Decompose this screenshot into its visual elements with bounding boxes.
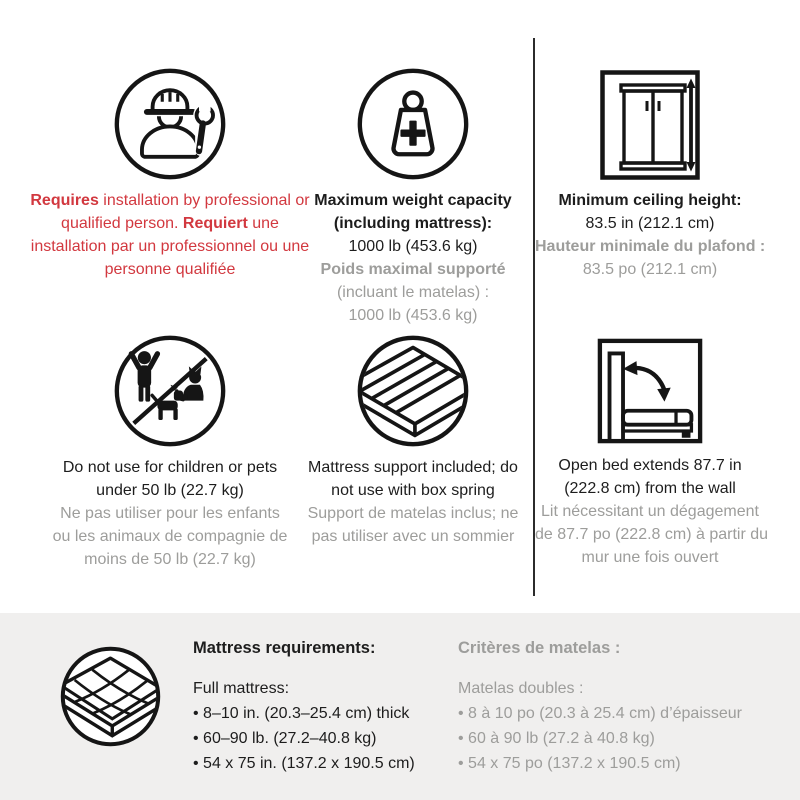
text-segment: Requiert	[182, 215, 248, 232]
text-line: Full mattress:	[193, 680, 290, 697]
worker-wrench-icon	[25, 66, 315, 182]
text-line: Ne pas utiliser pour les enfants	[60, 505, 280, 522]
text-line: not use with box spring	[331, 482, 495, 499]
text-line: Mattress support included; do	[308, 459, 518, 476]
no-children-pets-icon	[25, 333, 315, 449]
text-segment: une installation par un professionnel ou une personne qualifiée	[30, 215, 310, 278]
mattress-requirements-en	[193, 637, 415, 776]
install-section	[25, 66, 315, 281]
mattress-icon	[57, 643, 164, 750]
text-line: Do not use for children or pets	[62, 459, 278, 476]
no-children-pets-text	[25, 456, 315, 571]
open-bed-icon	[535, 338, 765, 444]
install-text	[27, 189, 313, 281]
weight-capacity-icon	[305, 66, 521, 182]
mattress-support-section	[305, 333, 521, 548]
text-line: • 8–10 in. (20.3–25.4 cm) thick	[193, 705, 410, 722]
text-line: • 60 à 90 lb (27.2 à 40.8 kg)	[458, 730, 655, 747]
text-line: mur une fois ouvert	[581, 549, 719, 566]
text-segment: installation by professional or qualified person.	[61, 192, 310, 232]
text-line: 1000 lb (453.6 kg)	[348, 238, 478, 255]
text-line: • 54 x 75 in. (137.2 x 190.5 cm)	[193, 755, 415, 772]
text-line: Support de matelas inclus; ne	[307, 505, 519, 522]
text-line: Maximum weight capacity	[314, 192, 512, 209]
mattress-requirements-heading-en: Mattress requirements:	[193, 639, 376, 657]
text-line: • 60–90 lb. (27.2–40.8 kg)	[193, 730, 377, 747]
text-line: 1000 lb (453.6 kg)	[348, 307, 478, 324]
text-line: Hauteur minimale du plafond :	[535, 238, 766, 255]
text-line: (including mattress):	[333, 215, 493, 232]
text-line: Lit nécessitant un dégagement	[541, 503, 759, 520]
weight-capacity-text	[305, 189, 521, 327]
ceiling-height-text	[535, 189, 765, 281]
text-line: moins de 50 lb (22.7 kg)	[84, 551, 256, 568]
mattress-requirements-fr	[458, 637, 742, 776]
text-line: Matelas doubles :	[458, 680, 584, 697]
mattress-requirements-panel	[0, 613, 800, 800]
text-line: under 50 lb (22.7 kg)	[96, 482, 244, 499]
mattress-support-icon	[305, 333, 521, 449]
text-line: • 8 à 10 po (20.3 à 25.4 cm) d’épaisseur	[458, 705, 742, 722]
text-segment: Requires	[30, 192, 99, 209]
text-line: 83.5 in (212.1 cm)	[585, 215, 715, 232]
text-line: Minimum ceiling height:	[558, 192, 742, 209]
text-line: 83.5 po (212.1 cm)	[582, 261, 718, 278]
mattress-requirements-heading-fr: Critères de matelas :	[458, 639, 621, 657]
open-bed-section	[535, 338, 769, 569]
mattress-support-text	[305, 456, 521, 548]
open-bed-text	[535, 454, 769, 569]
text-line: Open bed extends 87.7 in	[558, 457, 742, 474]
text-line: (incluant le matelas) :	[336, 284, 490, 301]
text-line: • 54 x 75 po (137.2 x 190.5 cm)	[458, 755, 681, 772]
ceiling-height-section	[535, 70, 765, 281]
text-line: Poids maximal supporté	[320, 261, 506, 278]
ceiling-height-icon	[535, 70, 765, 180]
text-line: de 87.7 po (222.8 cm) à partir du	[535, 526, 769, 543]
text-line: (222.8 cm) from the wall	[564, 480, 736, 497]
weight-capacity-section	[305, 66, 521, 327]
text-line: pas utiliser avec un sommier	[311, 528, 515, 545]
no-children-pets-section	[25, 333, 315, 571]
text-line: ou les animaux de compagnie de	[52, 528, 288, 545]
